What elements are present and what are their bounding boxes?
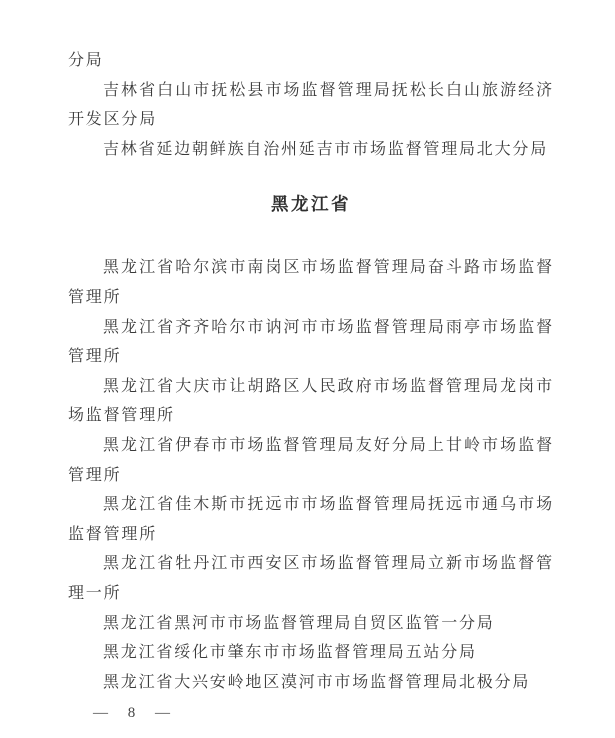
bureau-entry: 黑龙江省大兴安岭地区漠河市市场监督管理局北极分局 xyxy=(103,673,531,691)
bureau-entry: 黑龙江省牡丹江市西安区市场监督管理局立新市场监督管理一所 xyxy=(68,555,554,602)
bureau-entry: 黑龙江省齐齐哈尔市讷河市市场监督管理局雨亭市场监督管理所 xyxy=(68,318,554,366)
continuation-paragraph: 吉林省白山市抚松县市场监督管理局抚松长白山旅游经济开发区分局 xyxy=(68,81,554,129)
bureau-entry: 黑龙江省哈尔滨市南岗区市场监督管理局奋斗路市场监督管理所 xyxy=(68,259,554,306)
province-section-heading: 黑龙江省 xyxy=(271,195,351,216)
continuation-paragraph: 分局 xyxy=(68,52,104,69)
page-number: — 8 — xyxy=(93,705,178,721)
bureau-entry: 黑龙江省大庆市让胡路区人民政府市场监督管理局龙岗市场监督管理所 xyxy=(68,377,554,425)
bureau-entry: 黑龙江省黑河市市场监督管理局自贸区监管一分局 xyxy=(103,614,495,632)
bureau-entry: 黑龙江省绥化市肇东市市场监督管理局五站分局 xyxy=(103,644,477,662)
bureau-entry: 黑龙江省佳木斯市抚远市市场监督管理局抚远市通乌市场监督管理所 xyxy=(68,496,554,543)
continuation-paragraph: 吉林省延边朝鲜族自治州延吉市市场监督管理局北大分局 xyxy=(103,140,549,158)
bureau-entry: 黑龙江省伊春市市场监督管理局友好分局上甘岭市场监督管理所 xyxy=(68,436,554,484)
document-body xyxy=(68,46,554,697)
